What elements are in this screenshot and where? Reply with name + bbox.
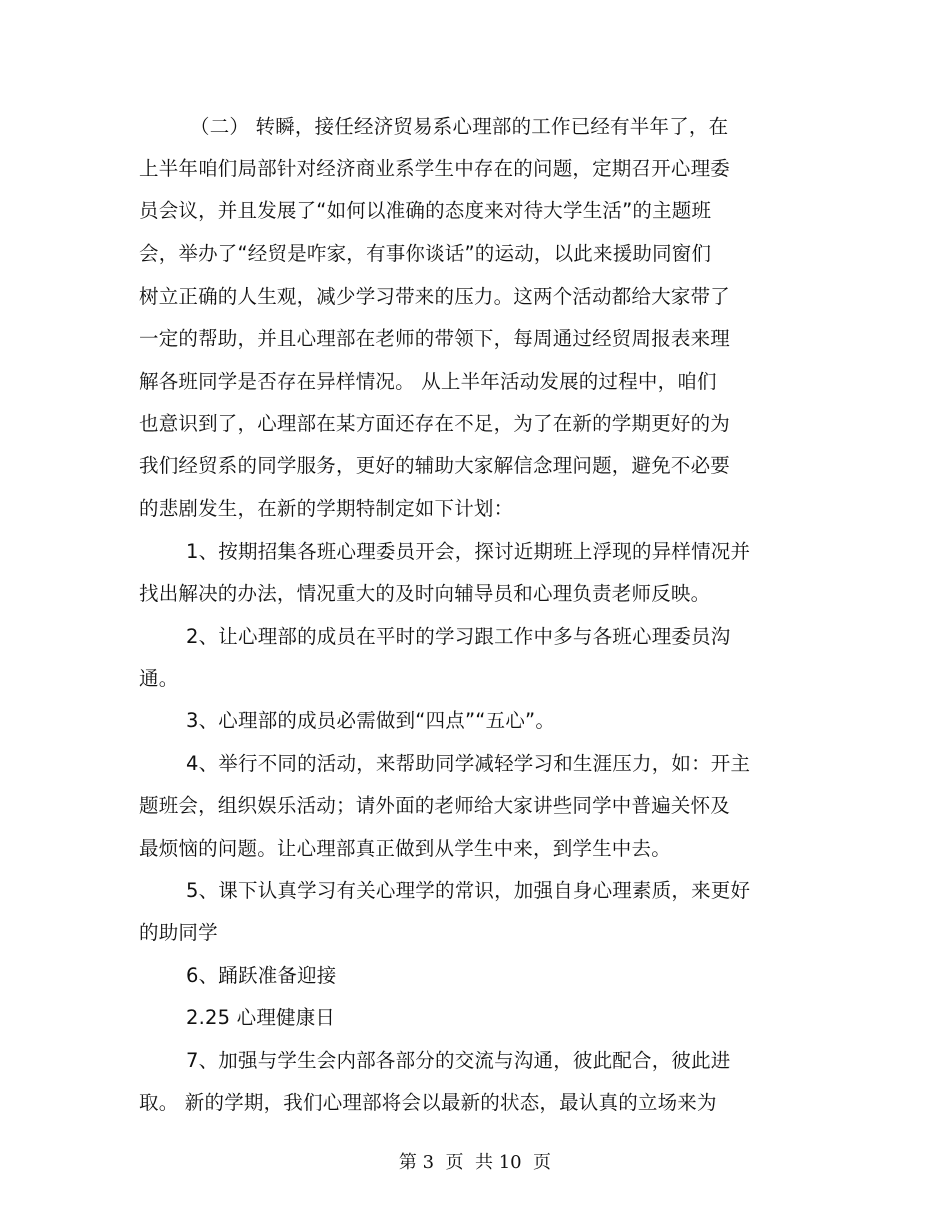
page-number-footer: 第 3 页 共 10 页	[398, 1152, 552, 1173]
paragraph-line: 解各班同学是否存在异样情况。 从上半年活动发展的过程中，咱们	[139, 370, 717, 393]
paragraph-line: 会，举办了“经贸是咋家，有事你谈话”的运动，以此来援助同窗们	[139, 242, 712, 265]
list-item-line: 找出解决的办法，情况重大的及时向辅导员和心理负责老师反映。	[139, 582, 711, 605]
paragraph-line: 树立正确的人生观，减少学习带来的压力。这两个活动都给大家带了	[139, 285, 731, 308]
paragraph-line: 我们经贸系的同学服务，更好的辅助大家解信念理问题，避免不必要	[139, 454, 731, 477]
paragraph-line: 的悲剧发生，在新的学期特制定如下计划：	[139, 497, 514, 520]
list-item-line: 最烦恼的问题。让心理部真正做到从学生中来，到学生中去。	[139, 837, 671, 860]
paragraph-line: 取。 新的学期，我们心理部将会以最新的状态，最认真的立场来为	[139, 1091, 717, 1114]
list-item-line: 7、加强与学生会内部各部分的交流与沟通，彼此配合，彼此进	[186, 1049, 731, 1072]
paragraph-line: （二） 转瞬，接任经济贸易系心理部的工作已经有半年了，在	[190, 115, 729, 138]
list-item-line: 2.25 心理健康日	[186, 1006, 336, 1029]
list-item-line: 6、踊跃准备迎接	[186, 964, 337, 987]
paragraph-line: 上半年咱们局部针对经济商业系学生中存在的问题，定期召开心理委	[139, 157, 731, 180]
paragraph-line: 一定的帮助，并且心理部在老师的带领下，每周通过经贸周报表来理	[139, 327, 731, 350]
list-item-line: 题班会，组织娱乐活动；请外面的老师给大家讲些同学中普遍关怀及	[139, 794, 731, 817]
paragraph-line: 也意识到了，心理部在某方面还存在不足，为了在新的学期更好的为	[139, 412, 731, 435]
list-item-line: 3、心理部的成员必需做到“四点”“五心”。	[186, 709, 556, 732]
list-item-line: 1、按期招集各班心理委员开会，探讨近期班上浮现的异样情况并	[186, 540, 751, 563]
list-item-line: 5、课下认真学习有关心理学的常识，加强自身心理素质，来更好	[186, 879, 751, 902]
list-item-line: 的助同学	[139, 921, 218, 944]
list-item-line: 通。	[139, 667, 179, 690]
paragraph-line: 员会议，并且发展了“如何以准确的态度来对待大学生活”的主题班	[139, 199, 712, 222]
list-item-line: 2、让心理部的成员在平时的学习跟工作中多与各班心理委员沟	[186, 625, 731, 648]
list-item-line: 4、举行不同的活动，来帮助同学减轻学习和生涯压力，如：开主	[186, 752, 751, 775]
